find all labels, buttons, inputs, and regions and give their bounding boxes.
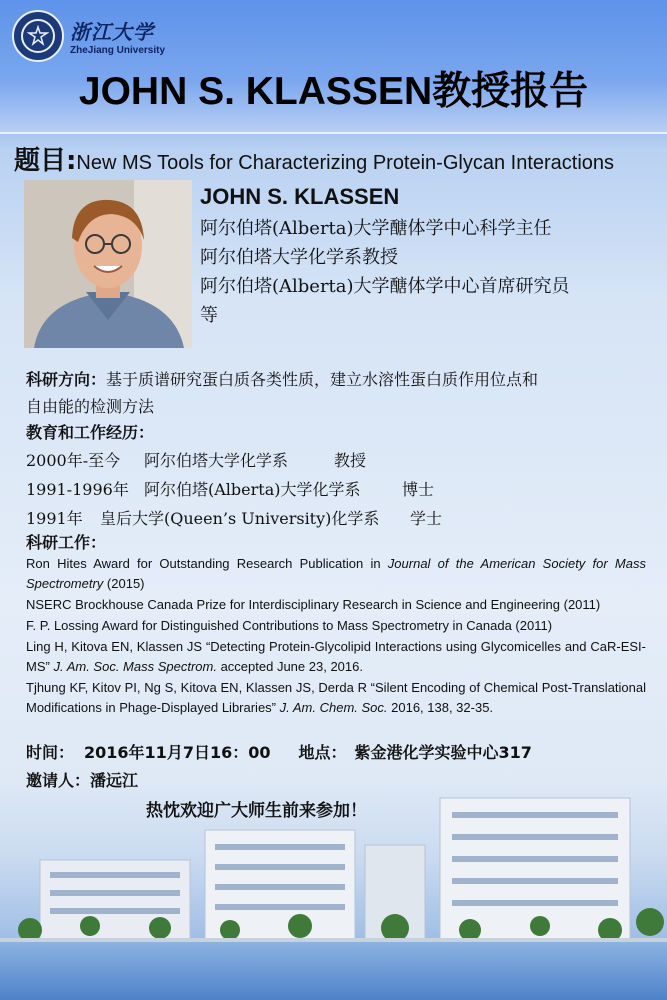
- publication-item: NSERC Brockhouse Canada Prize for Interdisciplinary Research in Science and Engineering (2011): [26, 597, 601, 612]
- publication-item: Tjhung KF, Kitov PI, Ng S, Kitova EN, Klassen JS, Derda R “Silent Encoding of Chemical Post-Translational Modifications in Phage-Displayed Libraries” J. Am. Chem. Soc. 2016, 138, 32-35.: [26, 680, 646, 715]
- speaker-role: 等: [200, 305, 218, 326]
- page-title: JOHN S. KLASSEN教授报告: [78, 70, 589, 113]
- research-direction: [26, 366, 646, 420]
- education-period: 1991年: [26, 509, 83, 528]
- inviter-label: 邀请人：: [26, 771, 91, 790]
- place-value: 紫金港化学实验中心317: [354, 743, 532, 762]
- research-text-1: 基于质谱研究蛋白质各类性质，建立水溶性蛋白质作用位点和: [106, 370, 539, 389]
- university-seal-icon: [12, 10, 64, 62]
- work-heading: 科研工作：: [26, 533, 107, 552]
- education-period: 2000年-至今: [26, 451, 121, 470]
- publication-item: Ron Hites Award for Outstanding Research Publication in Journal of the American Society for Mass Spectrometry (2015): [26, 556, 646, 591]
- research-text-2: 自由能的检测方法: [26, 397, 155, 416]
- university-name-en: ZheJiang University: [70, 45, 166, 56]
- education-row: [26, 475, 646, 504]
- education-role: 博士: [402, 480, 435, 499]
- publication-item: F. P. Lossing Award for Distinguished Contributions to Mass Spectrometry in Canada (2011): [26, 618, 553, 633]
- speaker-role: 阿尔伯塔(Alberta)大学醣体学中心科学主任: [200, 218, 552, 239]
- place-label: 地点：: [298, 743, 347, 762]
- inviter: [26, 768, 138, 791]
- publication-item: Ling H, Kitova EN, Klassen JS “Detecting Protein-Glycolipid Interactions using Glycomicelles and CaR-ESI-MS” J. Am. Soc. Mass Spectrom. accepted June 23, 2016.: [26, 639, 646, 674]
- education-place: 阿尔伯塔大学化学系: [144, 451, 289, 470]
- campus-building-illustration: [0, 790, 667, 1000]
- time-label: 时间：: [26, 743, 75, 762]
- speaker-role: 阿尔伯塔(Alberta)大学醣体学中心首席研究员: [200, 276, 570, 297]
- speaker-photo: [24, 180, 192, 348]
- topic-line: [14, 140, 614, 177]
- speaker-bio: [200, 184, 570, 330]
- education-period: 1991-1996年: [26, 480, 129, 499]
- event-time-place: [26, 740, 532, 763]
- header-divider: [0, 132, 667, 134]
- education-row: [26, 504, 646, 533]
- education-list: [26, 446, 646, 533]
- topic-text: New MS Tools for Characterizing Protein-Glycan Interactions: [76, 152, 615, 174]
- speaker-role: 阿尔伯塔大学化学系教授: [200, 247, 398, 268]
- education-role: 教授: [334, 451, 367, 470]
- university-name-cn: 浙江大学: [70, 20, 154, 44]
- inviter-name: 潘远江: [90, 771, 139, 790]
- education-place: 阿尔伯塔(Alberta)大学化学系: [144, 480, 361, 499]
- research-label: 科研方向：: [26, 370, 107, 389]
- welcome-message: 热忱欢迎广大师生前来参加！: [146, 801, 367, 821]
- education-row: [26, 446, 646, 475]
- education-place: 皇后大学(Queen’s University)化学系: [100, 509, 380, 528]
- time-value: 2016年11月7日16：00: [84, 743, 271, 762]
- education-heading: 教育和工作经历：: [26, 423, 155, 442]
- university-logo: [12, 10, 165, 62]
- publication-list: [26, 554, 646, 719]
- topic-label: 题目:: [14, 146, 77, 176]
- speaker-name: JOHN S. KLASSEN: [200, 184, 400, 209]
- education-role: 学士: [410, 509, 443, 528]
